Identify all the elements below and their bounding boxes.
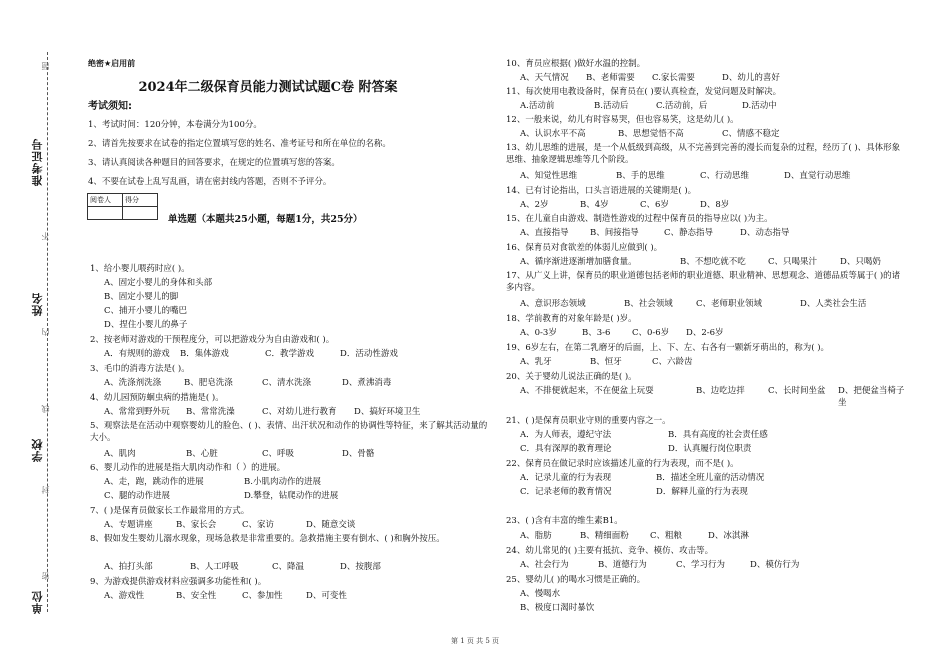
school-label: 学校 — [31, 438, 44, 462]
option: D．解释儿童的行为表现 — [656, 487, 748, 497]
question-2: 2、按老师对游戏的干预程度分，可以把游戏分为自由游戏和( )。 — [90, 335, 335, 345]
option: C.家长需要 — [652, 73, 695, 83]
option: A、肌肉 — [104, 449, 136, 459]
option: C、老师职业领域 — [696, 299, 763, 309]
question-18: 18、学前教育的对象年龄是( )岁。 — [506, 314, 637, 324]
exam-no-label: 准考证号 — [31, 138, 44, 186]
option: C、情感不稳定 — [722, 129, 780, 139]
name-label: 姓名 — [31, 292, 44, 316]
question-25: 25、婴幼儿( )的喝水习惯是正确的。 — [506, 575, 646, 585]
option: A、意识形态领域 — [520, 299, 586, 309]
score-cell: 得分 — [123, 194, 158, 207]
option: C、6岁 — [640, 200, 669, 210]
option: A、0-3岁 — [520, 328, 557, 338]
seal-mark: 线 — [41, 405, 50, 413]
question-14: 14、已有讨论指出，口头言语进展的关键期是( )。 — [506, 186, 697, 196]
secret-label: 绝密★启用前 — [88, 59, 136, 68]
option: B、道德行为 — [598, 560, 647, 570]
unit-label: 单位 — [31, 590, 44, 614]
option: C.活动前，后 — [656, 101, 708, 111]
option: B．具有高度的社会责任感 — [668, 430, 768, 440]
option: B．集体游戏 — [180, 349, 229, 359]
option: B、4岁 — [580, 200, 609, 210]
question-4: 4、幼儿园预防蛔虫病的措施是( )。 — [90, 393, 224, 403]
option: A、专题讲座 — [104, 520, 153, 530]
question-12: 12、一般来说，幼儿有时容易哭，但也容易笑，这是幼儿( )。 — [506, 115, 739, 125]
option: A、常常到野外玩 — [104, 407, 170, 417]
grader-cell: 阅卷人 — [88, 194, 123, 207]
option: A、社会行为 — [520, 560, 569, 570]
question-17: 17、从广义上讲，保育员的职业道德包括老师的职业道德、职业精神、思想观念、道德品质等属于( )的诸多内容。 — [506, 271, 901, 293]
option: B、心脏 — [186, 449, 218, 459]
option: A、知觉性思维 — [520, 171, 578, 181]
option: C、呼吸 — [262, 449, 295, 459]
question-1: 1、给小婴儿喂药时应( )。 — [90, 264, 190, 274]
option: C、0-6岁 — [632, 328, 670, 338]
option: A、游戏性 — [104, 591, 145, 601]
question-19: 19、6岁左右，在第二乳磨牙的后面，上、下、左、右各有一颗新牙萌出的，称为( )。 — [506, 343, 830, 353]
score-blank[interactable] — [123, 207, 158, 220]
question-20: 20、关于婴幼儿说法正确的是( )。 — [506, 372, 637, 382]
option: A、直接指导 — [520, 228, 569, 238]
option: D、骨骼 — [342, 449, 375, 459]
option: B、不想吃就不吃 — [680, 257, 746, 267]
question-7: 7、( )是保育员做家长工作最常用的方式。 — [90, 506, 250, 516]
option: D、随意交谈 — [306, 520, 356, 530]
option: A、乳牙 — [520, 357, 552, 367]
option: D、模仿行为 — [750, 560, 800, 570]
option: A、固定小婴儿的身体和头部 — [104, 278, 213, 288]
option: B、3-6 — [582, 328, 611, 338]
option: D．活动性游戏 — [340, 349, 398, 359]
option: A．记录儿童的行为表现 — [520, 473, 612, 483]
option: B、常常洗澡 — [186, 407, 235, 417]
page-title: 2024年二级保育员能力测试试题C卷 附答案 — [138, 80, 398, 95]
option: D、8岁 — [700, 200, 730, 210]
question-21: 21、( )是保育员职业守则的重要内容之一。 — [506, 416, 671, 426]
option: D、捏住小婴儿的鼻子 — [104, 320, 188, 330]
option: A、慢喝水 — [520, 589, 561, 599]
question-10: 10、育员应根据( )做好水温的控制。 — [506, 59, 646, 69]
option: B、固定小婴儿的脚 — [104, 292, 179, 302]
notice-item: 2、请首先按要求在试卷的指定位置填写您的姓名、准考证号和所在单位的名称。 — [88, 139, 391, 149]
option: D、只喝奶 — [840, 257, 881, 267]
option: D、搞好环境卫生 — [354, 407, 421, 417]
option: A．有规则的游戏 — [104, 349, 170, 359]
question-24: 24、幼儿常见的( )主要有抵抗、竞争、模仿、攻击等。 — [506, 546, 714, 556]
notice-heading: 考试须知: — [88, 101, 132, 112]
option: A、循序渐进逐渐增加膳食量。 — [520, 257, 637, 267]
question-15: 15、在儿童自由游戏、制造性游戏的过程中保育员的指导应以( )为主。 — [506, 214, 773, 224]
option: C、捕开小婴儿的嘴巴 — [104, 306, 188, 316]
option: D、直觉行动思维 — [784, 171, 851, 181]
notice-item: 3、请认真阅读各种题目的回答要求，在规定的位置填写您的答案。 — [88, 158, 340, 168]
option: B、老师需要 — [586, 73, 635, 83]
option: D、冰淇淋 — [708, 531, 749, 541]
question-11: 11、每次使用电教设备时，保育员在( )要认真检查，发觉问题及时解决。 — [506, 87, 782, 97]
option: C、只喝果汁 — [768, 257, 818, 267]
page-number: 第 1 页 共 5 页 — [450, 637, 500, 645]
option: C、长时间坐盆 — [768, 386, 826, 396]
seal-mark: 不 — [41, 232, 50, 240]
seal-mark: 题 — [41, 62, 50, 70]
option: D、动态指导 — [740, 228, 790, 238]
option: B、手的思维 — [616, 171, 665, 181]
seal-mark: 密 — [41, 572, 50, 580]
section-heading: 单选题（本题共25小题，每题1分，共25分） — [168, 214, 363, 225]
question-6: 6、婴儿动作的进展是指大肌肉动作和（ ）的进展。 — [90, 463, 286, 473]
option: D、把便盆当椅子坐 — [838, 386, 905, 408]
question-23: 23、( )含有丰富的维生素B1。 — [506, 516, 623, 526]
option: B、社会领域 — [624, 299, 673, 309]
option: B、人工呼吸 — [190, 562, 239, 572]
option: D、煮沸消毒 — [342, 378, 392, 388]
question-16: 16、保育员对食欲差的体弱儿应做到( )。 — [506, 243, 663, 253]
option: C．教学游戏 — [265, 349, 315, 359]
option: D.攀登，钻爬动作的进展 — [244, 491, 339, 501]
option: A、拍打头部 — [104, 562, 153, 572]
option: A、洗涤剂洗涤 — [104, 378, 162, 388]
option: B、间接指导 — [590, 228, 639, 238]
option: C、腿的动作进展 — [104, 491, 171, 501]
option: C、清水洗涤 — [262, 378, 312, 388]
option: A、2岁 — [520, 200, 549, 210]
option: A．为人师表，遵纪守法 — [520, 430, 612, 440]
option: C、对幼儿进行教育 — [262, 407, 337, 417]
option: D、幼儿的喜好 — [722, 73, 780, 83]
question-3: 3、毛巾的消毒方法是( )。 — [90, 364, 190, 374]
question-8: 8、假如发生婴幼儿溺水现象，现场急救是非常重要的。急救措施主要有倒水、( )和胸外按压。 — [90, 534, 445, 544]
question-22: 22、保育员在做记录时应该描述儿童的行为表现，而不是( )。 — [506, 459, 739, 469]
option: B、肥皂洗涤 — [184, 378, 233, 388]
notice-item: 4、不要在试卷上乱写乱画，请在密封线内答题，否则不予评分。 — [88, 177, 332, 187]
option: D．认真履行岗位职责 — [668, 444, 752, 454]
option: B、极度口渴时暴饮 — [520, 603, 595, 613]
option: C、降温 — [272, 562, 305, 572]
option: B.小肌肉动作的进展 — [244, 477, 321, 487]
option: D、2-6岁 — [686, 328, 724, 338]
option: B、精细面粉 — [580, 531, 629, 541]
option: A、走，跑，跳动作的进展 — [104, 477, 204, 487]
option: D、人类社会生活 — [800, 299, 867, 309]
option: B、安全性 — [176, 591, 217, 601]
option: A.活动前 — [520, 101, 555, 111]
question-5: 5、观察法是在活动中观察婴幼儿的脸色、( )、表情、出汗状况和动作的协调性等特征，来了解其活动量的大小。 — [90, 421, 488, 443]
option: B、思想觉悟不高 — [618, 129, 684, 139]
question-13: 13、幼儿思维的进展，是一个从低级到高级，从不完善到完善的漫长而复杂的过程，经历了( )、具体形象思维、抽象逻辑思维等几个阶段。 — [506, 143, 901, 165]
option: C、家访 — [242, 520, 275, 530]
option: C．具有深厚的教育理论 — [520, 444, 612, 454]
option: C、学习行为 — [676, 560, 726, 570]
option: A、不排便就起来，不在便盆上玩耍 — [520, 386, 654, 396]
option: B．描述全班儿童的活动情况 — [656, 473, 765, 483]
option: B、家长会 — [176, 520, 217, 530]
option: D、按腹部 — [340, 562, 381, 572]
option: C、粗粮 — [650, 531, 683, 541]
seal-mark: 封 — [41, 486, 50, 494]
option: C、参加性 — [242, 591, 283, 601]
option: B、边吃边拌 — [696, 386, 745, 396]
option: A、天气情况 — [520, 73, 569, 83]
question-9: 9、为游戏提供游戏材料应强调多功能性和( )。 — [90, 577, 267, 587]
option: B.活动后 — [594, 101, 629, 111]
option: C、静态指导 — [664, 228, 714, 238]
option: A、脂肪 — [520, 531, 552, 541]
option: B、恒牙 — [590, 357, 622, 367]
option: C、行动思维 — [700, 171, 750, 181]
notice-item: 1、考试时间：120分钟，本卷满分为100分。 — [88, 120, 262, 130]
option: C、六龄齿 — [652, 357, 693, 367]
option: C．记录老师的教育情况 — [520, 487, 612, 497]
option: A、认识水平不高 — [520, 129, 586, 139]
option: D.活动中 — [742, 101, 777, 111]
score-table — [87, 193, 158, 220]
option: D、可变性 — [306, 591, 347, 601]
seal-mark: 内 — [41, 328, 50, 336]
grader-blank[interactable] — [88, 207, 123, 220]
